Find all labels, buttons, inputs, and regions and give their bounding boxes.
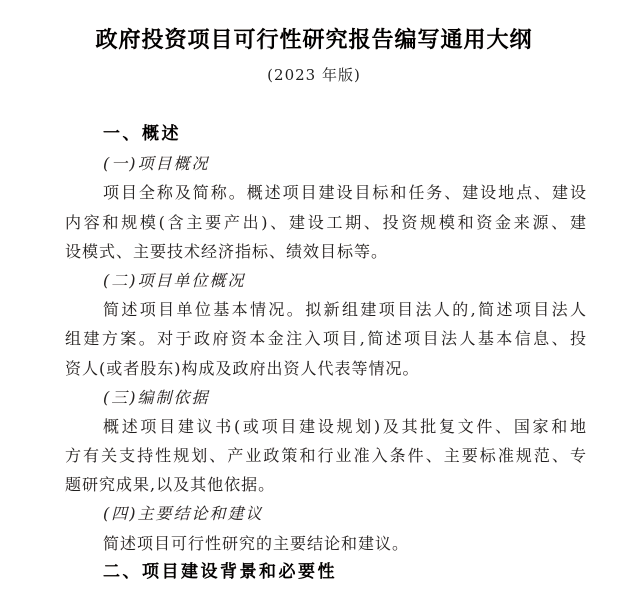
doc-line: 资人(或者股东)构成及政府出资人代表等情况。 — [65, 358, 420, 378]
doc-line: 内容和规模(含主要产出)、建设工期、投资规模和资金来源、建 — [65, 212, 587, 232]
section-heading: (三)编制依据 — [103, 387, 210, 407]
doc-line: 简述项目单位基本情况。拟新组建项目法人的,简述项目法人 — [103, 300, 587, 320]
doc-line: 简述项目可行性研究的主要结论和建议。 — [103, 533, 410, 553]
document-content — [65, 120, 587, 587]
section-heading: (二)项目单位概况 — [103, 270, 246, 290]
doc-line: 组建方案。对于政府资本金注入项目,简述项目法人基本信息、投 — [65, 329, 587, 349]
doc-line: 方有关支持性规划、产业政策和行业准入条件、主要标准规范、专 — [65, 446, 587, 466]
document-title: 政府投资项目可行性研究报告编写通用大纲 — [95, 27, 533, 53]
document-subtitle: (2023 年版) — [267, 66, 361, 84]
doc-line: 题研究成果,以及其他依据。 — [65, 475, 276, 495]
doc-line: 设模式、主要技术经济指标、绩效目标等。 — [65, 241, 389, 261]
section-heading: (一)项目概况 — [103, 154, 210, 174]
section-heading: (四)主要结论和建议 — [103, 504, 264, 524]
doc-line: 项目全称及简称。概述项目建设目标和任务、建设地点、建设 — [103, 183, 587, 203]
doc-line: 概述项目建议书(或项目建设规划)及其批复文件、国家和地 — [103, 416, 587, 436]
chapter-heading: 一、概述 — [103, 124, 181, 144]
chapter-heading: 二、项目建设背景和必要性 — [103, 561, 337, 582]
